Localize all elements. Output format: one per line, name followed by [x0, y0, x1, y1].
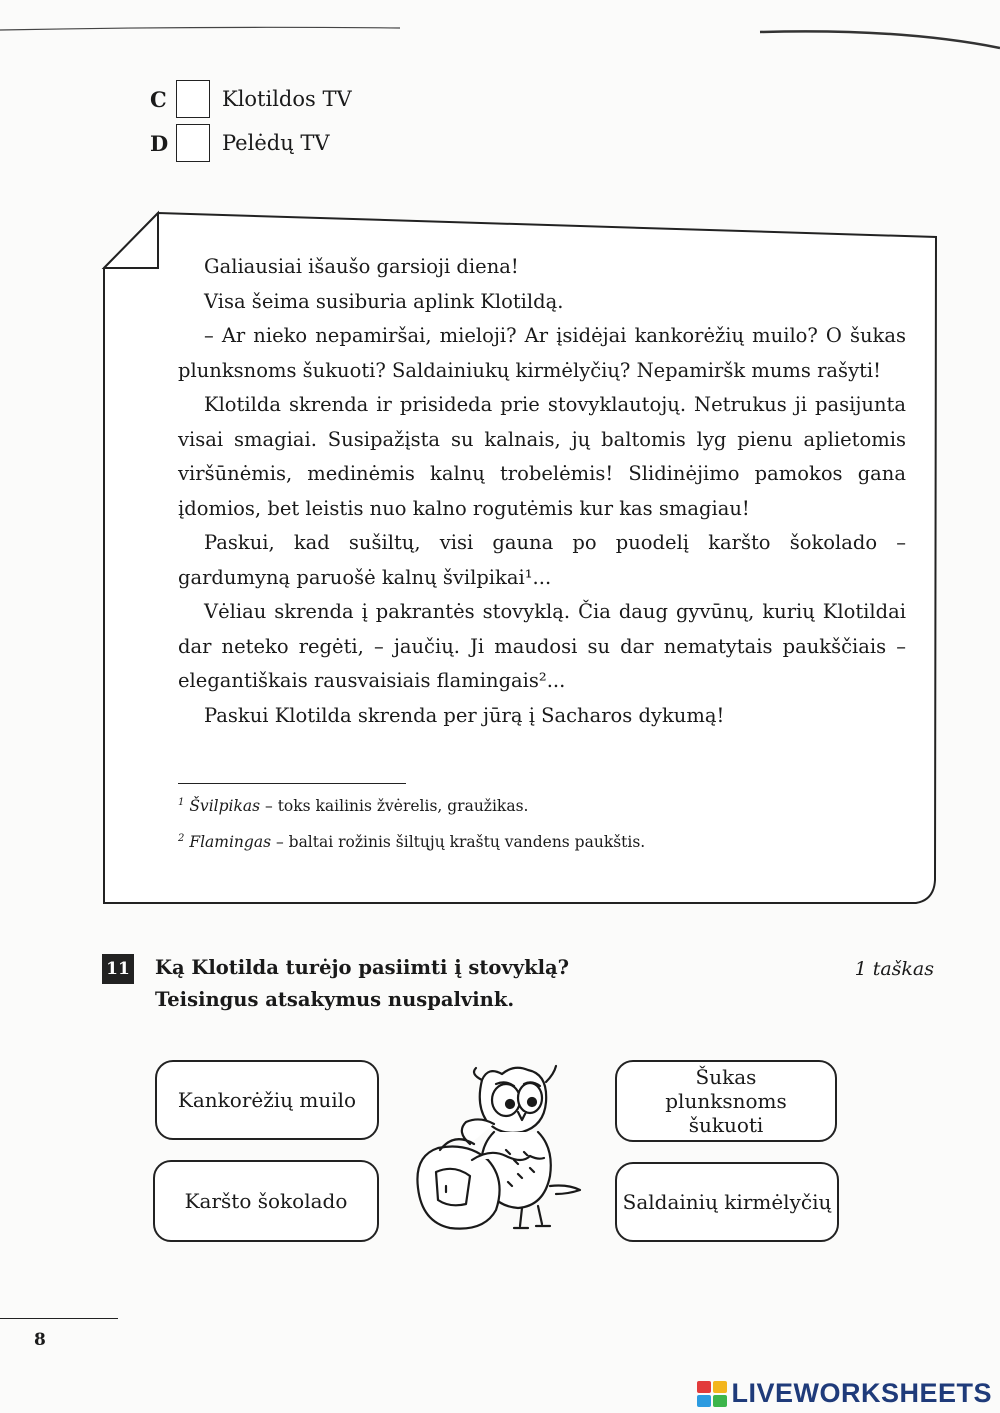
- answer-sukas-plunksnoms[interactable]: [615, 1060, 837, 1142]
- brand-name: LIVEWORKSHEETS: [731, 1378, 992, 1408]
- liveworksheets-logo-icon: [697, 1381, 727, 1407]
- answer-kankoreziu-muilo[interactable]: [155, 1060, 379, 1140]
- footnote-2: [178, 833, 645, 851]
- footnote-divider: [178, 783, 406, 784]
- footnote-mark: 2: [178, 833, 185, 844]
- answer-label: Karšto šokolado: [184, 1189, 348, 1213]
- logo-square-blue: [697, 1395, 711, 1407]
- question-number: 11: [102, 954, 134, 984]
- question-points: 1 taškas: [854, 958, 934, 980]
- option-label: Pelėdų TV: [222, 131, 330, 155]
- footnote-1: [178, 797, 528, 815]
- answer-label: Saldainių kirmėlyčių: [622, 1190, 832, 1214]
- footnote-text: – baltai rožinis šiltųjų kraštų vandens paukštis.: [275, 833, 646, 852]
- brand-watermark: [697, 1378, 992, 1409]
- page-number: 8: [34, 1330, 46, 1350]
- story-paragraph: Klotilda skrenda ir prisideda prie stovyklautojų. Netrukus ji pasijunta visai smagiai. Susipažįsta su kalnais, jų baltomis lyg pienu aplietomis viršūnėmis, medinėmis kalnų trobelėmis! Slidinėjimo pamokos gana įdomios, bet leistis nuo kalno rogutėmis kur kas smagiau!: [178, 393, 906, 520]
- story-paragraph: Paskui, kad sušiltų, visi gauna po puodelį karšto šokolado – gardumyną paruošė kalnų švilpikai¹...: [178, 531, 906, 589]
- answer-label: Kankorėžių muilo: [177, 1088, 357, 1112]
- answer-karsto-sokolado[interactable]: [153, 1160, 379, 1242]
- story-paragraph: Galiausiai išaušo garsioji diena!: [204, 255, 519, 278]
- question-text: Ką Klotilda turėjo pasiimti į stovyklą?: [155, 956, 570, 979]
- footnote-text: – toks kailinis žvėrelis, graužikas.: [265, 797, 529, 816]
- story-text: [178, 250, 906, 733]
- option-letter: D: [150, 130, 169, 156]
- logo-square-green: [713, 1395, 727, 1407]
- logo-square-yellow: [713, 1381, 727, 1393]
- option-letter: C: [150, 86, 167, 112]
- story-paragraph: Paskui Klotilda skrenda per jūrą į Sacharos dykumą!: [204, 703, 725, 727]
- footnote-term: Flamingas: [189, 833, 272, 852]
- owl-with-backpack-illustration: [410, 1060, 590, 1240]
- logo-square-red: [697, 1381, 711, 1393]
- option-label: Klotildos TV: [222, 87, 352, 111]
- answer-saldainiu-kirmelyciu[interactable]: [615, 1162, 839, 1242]
- page-footer-line: [0, 1318, 118, 1319]
- footnote-term: Švilpikas: [189, 797, 261, 816]
- footnote-mark: 1: [178, 797, 185, 808]
- story-paragraph: – Ar nieko nepamiršai, mieloji? Ar įsidėjai kankorėžių muilo? O šukas plunksnoms šukuoti? Saldainiukų kirmėlyčių? Nepamiršk mums rašyti!: [178, 324, 906, 382]
- question-instruction: Teisingus atsakymus nuspalvink.: [155, 988, 515, 1011]
- answer-label: Šukas plunksnoms šukuoti: [665, 1065, 787, 1137]
- story-paragraph: Vėliau skrenda į pakrantės stovyklą. Čia daug gyvūnų, kurių Klotildai dar neteko regėti, – jaučių. Ji maudosi su dar nematytais paukščiais – elegantiškais rausvaisiais flamingais²...: [178, 600, 906, 692]
- story-paragraph: Visa šeima susiburia aplink Klotildą.: [204, 289, 564, 313]
